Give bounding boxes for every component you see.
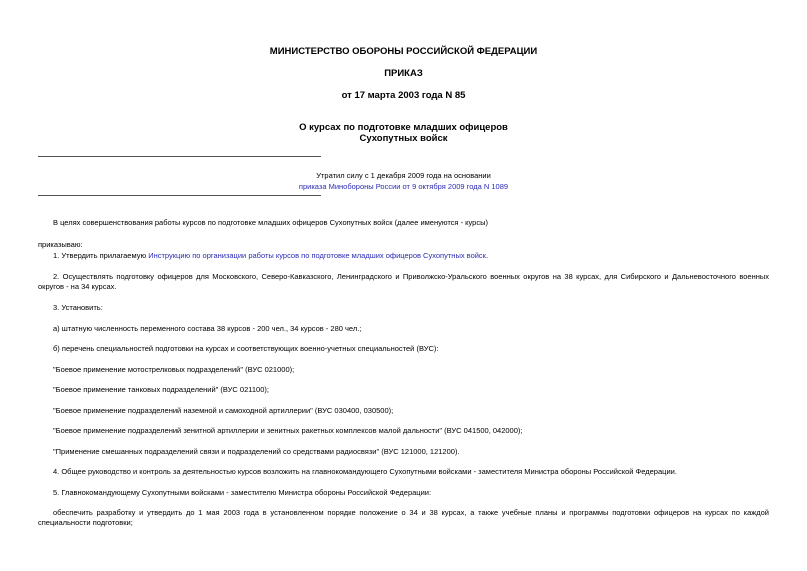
item-5-paragraph: 5. Главнокомандующему Сухопутными войсками - заместителю Министра обороны Российской Федерации: (53, 488, 432, 497)
item-5a-paragraph: обеспечить разработку и утвердить до 1 мая 2003 года в установленном порядке положение о 34 и 38 курсах, а также учебные планы и программы подготовки офицеров на курсах по каждой специальности подготовки; (38, 508, 769, 527)
specialty-2: "Боевое применение танковых подразделений" (ВУС 021100); (53, 385, 269, 394)
specialty-1: "Боевое применение мотострелковых подразделений" (ВУС 021000); (53, 365, 295, 374)
instruction-link[interactable]: Инструкцию по организации работы курсов по подготовке младших офицеров Сухопутных войск (148, 251, 486, 260)
status-note-text: Утратил силу с 1 декабря 2009 года на основании (316, 171, 491, 180)
doc-type-heading: ПРИКАЗ (384, 68, 423, 79)
repeal-order-link[interactable]: приказа Минобороны России от 9 октября 2009 года N 1089 (298, 182, 509, 191)
date-number-heading: от 17 марта 2003 года N 85 (341, 90, 466, 101)
item-2-paragraph: 2. Осуществлять подготовку офицеров для Московского, Северо-Кавказского, Ленинградского и Приволжско-Уральского военных округов на 38 курсах, для Сибирского и Дальневосточного военных округов - на 34 курсах. (38, 272, 769, 291)
order-word: приказываю: (38, 240, 83, 249)
item-4-paragraph: 4. Общее руководство и контроль за деятельностью курсов возложить на главнокомандующего Сухопутными войсками - заместителя Министра обороны Российской Федерации. (53, 467, 677, 476)
item-1-suffix: . (485, 251, 489, 260)
divider-top (38, 156, 321, 157)
ministry-heading: МИНИСТЕРСТВО ОБОРОНЫ РОССИЙСКОЙ ФЕДЕРАЦИИ (269, 46, 538, 57)
status-note-link-line (0, 181, 807, 192)
item-3b-paragraph: б) перечень специальностей подготовки на курсах и соответствующих военно-учетных специальностей (ВУС): (53, 344, 439, 353)
item-3a-paragraph: а) штатную численность переменного состава 38 курсов - 200 чел., 34 курсов - 280 чел.; (53, 324, 362, 333)
specialty-4: "Боевое применение подразделений зенитной артиллерии и зенитных ракетных комплексов малой дальности" (ВУС 041500, 042000); (53, 426, 523, 435)
intro-paragraph: В целях совершенствования работы курсов по подготовке младших офицеров Сухопутных войск (далее именуются - курсы) (53, 218, 488, 227)
specialty-3: "Боевое применение подразделений наземной и самоходной артиллерии" (ВУС 030400, 030500); (53, 406, 394, 415)
item-1-paragraph (38, 251, 769, 261)
specialty-5: "Применение смешанных подразделений связи и подразделений со средствами радиосвязи" (ВУС 121000, 121200). (53, 447, 460, 456)
divider-bottom (38, 195, 321, 196)
item-3-paragraph: 3. Установить: (53, 303, 103, 312)
title-line-2: Сухопутных войск (359, 133, 448, 144)
title-line-1: О курсах по подготовке младших офицеров (299, 122, 508, 133)
item-1-prefix: 1. Утвердить прилагаемую (53, 251, 149, 260)
